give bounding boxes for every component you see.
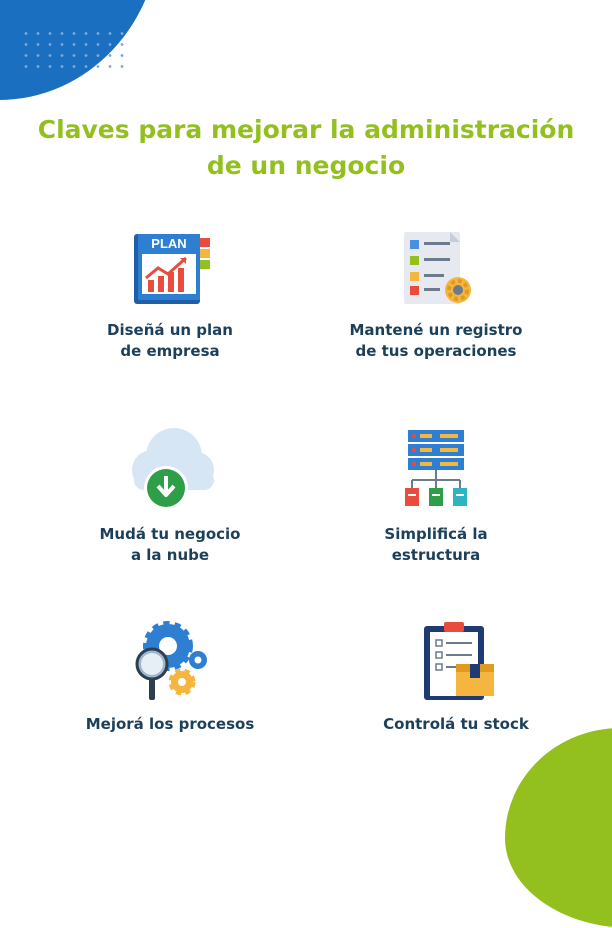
- checklist-document-icon: [394, 228, 478, 308]
- tip-label-nube: [40, 524, 300, 566]
- tip-label-line-2: de tus operaciones: [355, 342, 517, 360]
- tip-label-line-1: Mejorá los procesos: [85, 715, 255, 733]
- tip-label-line-1: Simplificá la: [384, 525, 488, 543]
- server-structure-icon: [394, 428, 478, 512]
- tip-card-nube: [40, 422, 300, 566]
- tip-card-plan: [40, 228, 300, 362]
- tip-label-line-2: estructura: [391, 546, 481, 564]
- tip-card-stock: [326, 620, 586, 735]
- page-title: [0, 112, 612, 184]
- clipboard-box-icon: [414, 620, 498, 702]
- gears-magnifier-icon: [128, 620, 212, 702]
- tip-card-estructura: [306, 428, 566, 566]
- decorative-green-blob: [505, 728, 612, 928]
- decorative-dot-grid: [20, 28, 132, 72]
- tip-label-line-1: Controlá tu stock: [383, 715, 529, 733]
- tip-label-registro: [306, 320, 566, 362]
- tip-label-plan: [40, 320, 300, 362]
- tip-label-stock: [326, 714, 586, 735]
- plan-text: PLAN: [151, 236, 187, 251]
- title-line-1: Claves para mejorar la administración: [37, 115, 575, 144]
- title-line-2: de un negocio: [206, 151, 406, 180]
- tip-label-line-1: Diseñá un plan: [107, 321, 233, 339]
- tip-label-estructura: [306, 524, 566, 566]
- tip-card-procesos: [40, 620, 300, 735]
- tip-label-procesos: [40, 714, 300, 735]
- tip-label-line-1: Mudá tu negocio: [99, 525, 241, 543]
- plan-book-icon: [128, 228, 212, 308]
- tip-label-line-1: Mantené un registro: [349, 321, 523, 339]
- cloud-download-icon: [122, 422, 218, 512]
- tip-label-line-2: a la nube: [130, 546, 210, 564]
- tip-card-registro: [306, 228, 566, 362]
- tip-label-line-2: de empresa: [120, 342, 220, 360]
